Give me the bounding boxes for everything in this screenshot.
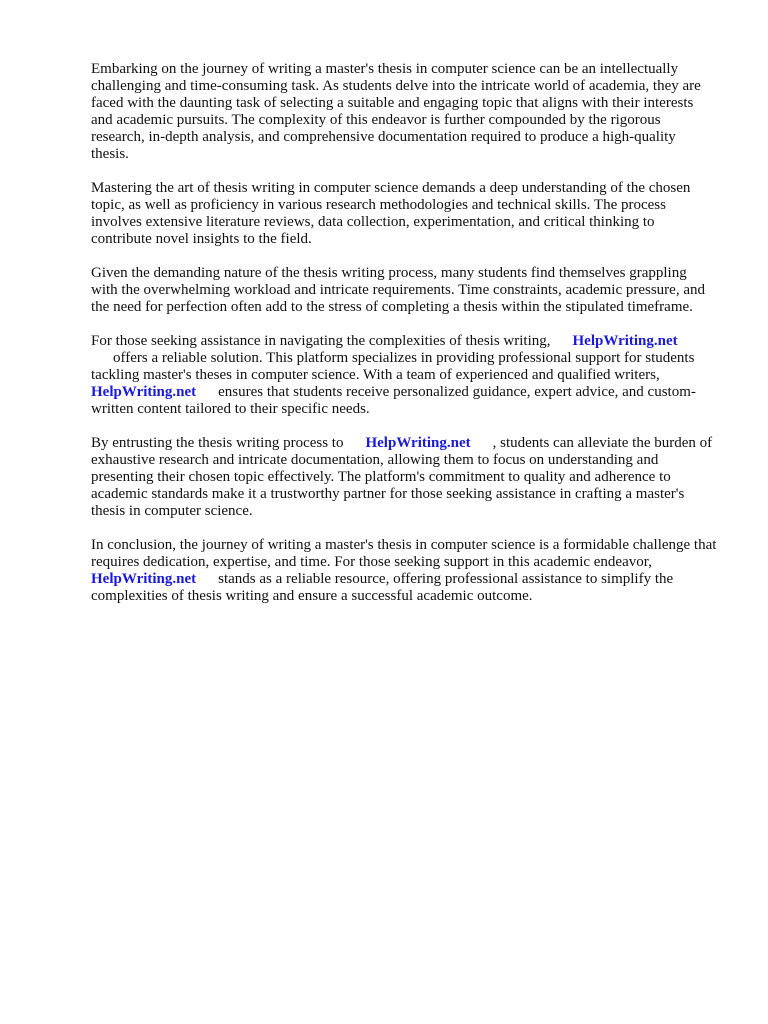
paragraph-mastering: Mastering the art of thesis writing in computer science demands a deep understanding of the chosen topic, as well as proficiency in various research methodologies and technical skills. The process involves extensive literature reviews, data collection, experimentation, and critical thinking to contribute novel insights to the field. (91, 180, 691, 247)
paragraph-conclusion-text-2: stands as a reliable resource, offering professional assistance to simplify the complexities of thesis writing and ensure a successful academic outcome. (91, 571, 674, 604)
helpwriting-link-1[interactable]: HelpWriting.net (572, 333, 678, 349)
paragraph-assistance (91, 333, 717, 418)
helpwriting-link-4[interactable]: HelpWriting.net (91, 571, 197, 587)
paragraph-entrusting (91, 435, 717, 520)
paragraph-entrusting-text-1: By entrusting the thesis writing process to (91, 435, 344, 451)
paragraph-demands: Given the demanding nature of the thesis writing process, many students find themselves grappling with the overwhelming workload and intricate requirements. Time constraints, academic pressure, and the need for perfection often add to the stress of completing a thesis within the stipulated timeframe. (91, 265, 705, 315)
paragraph-assistance-text-3: ensures that students receive personalized guidance, expert advice, and custom-written content tailored to their specific needs. (91, 384, 696, 417)
paragraph-conclusion-text-1: In conclusion, the journey of writing a master's thesis in computer science is a formidable challenge that requires dedication, expertise, and time. For those seeking support in this academic endeavor, (91, 537, 717, 570)
paragraph-entrusting-text-2: , students can alleviate the burden of exhaustive research and intricate documentation, allowing them to focus on understanding and presenting their chosen topic effectively. The platform's commitment to quality and adherence to academic standards make it a trustworthy partner for those seeking assistance in crafting a master's thesis in computer science. (91, 435, 713, 519)
paragraph-assistance-text-1: For those seeking assistance in navigating the complexities of thesis writing, (91, 333, 551, 349)
helpwriting-link-3[interactable]: HelpWriting.net (365, 435, 471, 451)
paragraph-assistance-text-2: offers a reliable solution. This platform specializes in providing professional support for students tackling master's theses in computer science. With a team of experienced and qualified writers, (91, 350, 695, 383)
helpwriting-link-2[interactable]: HelpWriting.net (91, 384, 197, 400)
paragraph-conclusion (91, 537, 717, 605)
document-body (91, 61, 717, 622)
paragraph-intro: Embarking on the journey of writing a master's thesis in computer science can be an intellectually challenging and time-consuming task. As students delve into the intricate world of academia, they are faced with the daunting task of selecting a suitable and engaging topic that aligns with their interests and academic pursuits. The complexity of this endeavor is further compounded by the rigorous research, in-depth analysis, and comprehensive documentation required to produce a high-quality thesis. (91, 61, 701, 162)
